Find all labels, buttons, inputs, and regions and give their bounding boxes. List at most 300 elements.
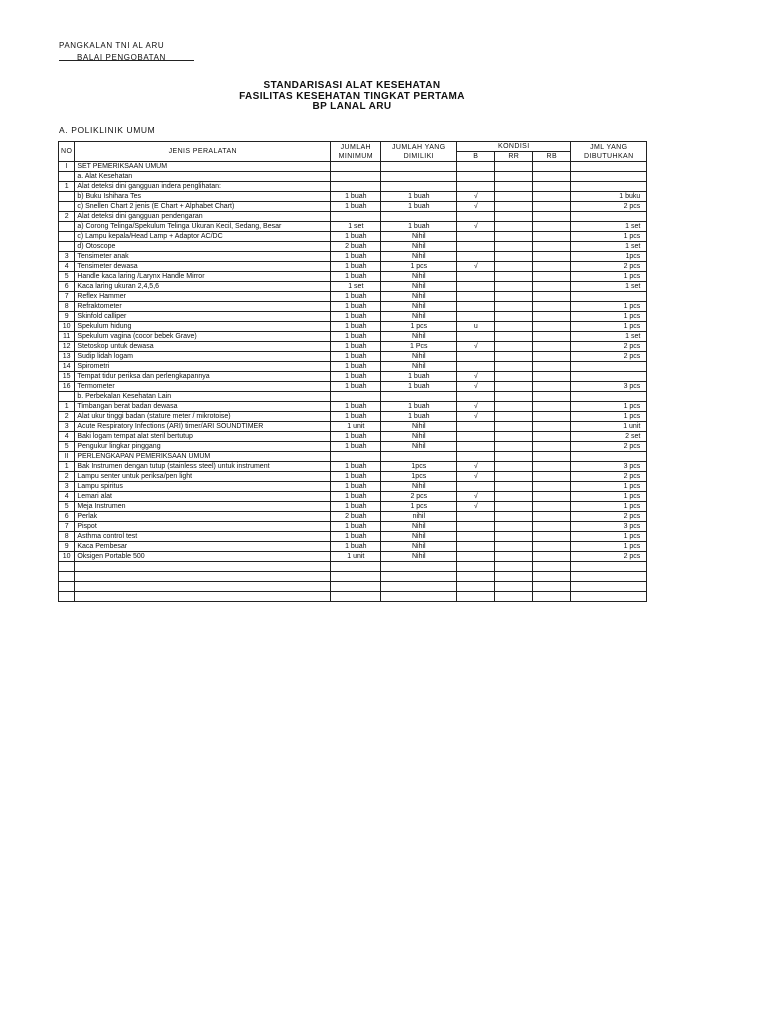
cell-rb [533,182,571,192]
cell-dibutuhkan: 1 buku [571,192,647,202]
table-row [59,402,647,412]
cell-b [457,352,495,362]
cell-dibutuhkan: 2 pcs [571,472,647,482]
table-row [59,552,647,562]
cell-no: 7 [59,292,75,302]
cell-rr [495,462,533,472]
cell-rr [495,402,533,412]
title-line-1: STANDARISASI ALAT KESEHATAN [263,80,441,91]
table-row [59,342,647,352]
cell-rb [533,282,571,292]
cell-minimum: 1 buah [331,312,381,322]
cell-no [59,582,75,592]
cell-dimiliki: 1 buah [381,402,457,412]
cell-jenis: c) Snellen Chart 2 jenis (E Chart + Alphabet Chart) [75,202,331,212]
cell-b: √ [457,492,495,502]
cell-no: 14 [59,362,75,372]
cell-rr [495,222,533,232]
cell-dibutuhkan: 1 set [571,282,647,292]
cell-no: 6 [59,512,75,522]
cell-rb [533,582,571,592]
cell-rb [533,232,571,242]
cell-dibutuhkan [571,292,647,302]
cell-rr [495,452,533,462]
table-row [59,172,647,182]
cell-no: 10 [59,552,75,562]
table-row [59,472,647,482]
cell-b [457,512,495,522]
table-row [59,542,647,552]
org-line-2: BALAI PENGOBATAN [77,53,166,62]
table-row [59,252,647,262]
cell-b: √ [457,462,495,472]
cell-rr [495,512,533,522]
cell-minimum: 1 buah [331,382,381,392]
cell-dibutuhkan: 1 pcs [571,302,647,312]
cell-dibutuhkan [571,362,647,372]
cell-dimiliki: Nihil [381,292,457,302]
cell-dibutuhkan: 1 pcs [571,322,647,332]
cell-rr [495,312,533,322]
cell-dimiliki: Nihil [381,242,457,252]
cell-dibutuhkan [571,182,647,192]
cell-jenis: Reflex Hammer [75,292,331,302]
cell-dimiliki: Nihil [381,312,457,322]
cell-dimiliki: Nihil [381,482,457,492]
cell-b [457,242,495,252]
cell-rr [495,582,533,592]
cell-rb [533,472,571,482]
cell-no: 1 [59,182,75,192]
cell-jenis: Pispot [75,522,331,532]
cell-b [457,162,495,172]
cell-rb [533,572,571,582]
cell-no: II [59,452,75,462]
cell-no: 7 [59,522,75,532]
table-row [59,182,647,192]
cell-rr [495,472,533,482]
cell-rr [495,352,533,362]
cell-minimum [331,572,381,582]
cell-dibutuhkan [571,372,647,382]
cell-rb [533,532,571,542]
cell-dibutuhkan: 1 pcs [571,492,647,502]
cell-dibutuhkan: 2 pcs [571,442,647,452]
cell-rb [533,512,571,522]
cell-rb [533,242,571,252]
cell-dibutuhkan: 2 pcs [571,262,647,272]
col-no: NO [59,142,75,162]
table-row [59,572,647,582]
cell-no: 1 [59,462,75,472]
cell-jenis: Perlak [75,512,331,522]
cell-rr [495,272,533,282]
cell-no: 8 [59,302,75,312]
cell-b [457,362,495,372]
cell-rr [495,362,533,372]
cell-minimum: 1 buah [331,462,381,472]
cell-jenis: Kaca Pembesar [75,542,331,552]
cell-minimum: 1 buah [331,292,381,302]
table-row [59,452,647,462]
cell-no: 6 [59,282,75,292]
table-row [59,232,647,242]
cell-b [457,422,495,432]
cell-no [59,562,75,572]
cell-no: 10 [59,322,75,332]
cell-minimum [331,212,381,222]
cell-minimum [331,392,381,402]
cell-b: √ [457,402,495,412]
cell-b [457,302,495,312]
cell-rb [533,412,571,422]
cell-b [457,522,495,532]
cell-rb [533,162,571,172]
cell-dimiliki: 1 buah [381,222,457,232]
org-underline [59,60,194,61]
col-jumlah-minimum [331,142,381,162]
cell-minimum: 1 buah [331,372,381,382]
cell-dibutuhkan [571,572,647,582]
cell-jenis [75,592,331,602]
cell-rr [495,382,533,392]
cell-rr [495,202,533,212]
cell-minimum: 1 buah [331,262,381,272]
cell-dibutuhkan: 1 pcs [571,232,647,242]
cell-minimum: 1 unit [331,422,381,432]
table-row [59,372,647,382]
cell-no: 15 [59,372,75,382]
cell-dimiliki: Nihil [381,522,457,532]
table-row [59,522,647,532]
cell-rr [495,322,533,332]
cell-rb [533,552,571,562]
cell-rr [495,502,533,512]
cell-rb [533,402,571,412]
cell-dibutuhkan: 1pcs [571,252,647,262]
cell-no: 2 [59,472,75,482]
title-line-3: BP LANAL ARU [312,101,392,112]
cell-dimiliki: Nihil [381,542,457,552]
cell-rb [533,462,571,472]
table-row [59,532,647,542]
table-row [59,422,647,432]
cell-minimum: 1 buah [331,432,381,442]
cell-jenis: Handle kaca laring /Larynx Handle Mirror [75,272,331,282]
cell-minimum [331,582,381,592]
cell-no: 8 [59,532,75,542]
table-row [59,462,647,472]
cell-rb [533,192,571,202]
cell-dimiliki [381,572,457,582]
table-row [59,442,647,452]
table-row [59,352,647,362]
cell-b: u [457,322,495,332]
cell-dibutuhkan: 1 set [571,222,647,232]
cell-b: √ [457,502,495,512]
table-row [59,502,647,512]
cell-rb [533,212,571,222]
cell-no: 4 [59,432,75,442]
cell-dibutuhkan: 1 pcs [571,402,647,412]
cell-rb [533,562,571,572]
cell-no: 5 [59,442,75,452]
cell-rb [533,542,571,552]
cell-no [59,392,75,402]
cell-dimiliki [381,172,457,182]
cell-no: I [59,162,75,172]
cell-rb [533,492,571,502]
cell-rb [533,252,571,262]
cell-jenis: SET PEMERIKSAAN UMUM [75,162,331,172]
cell-minimum: 1 buah [331,502,381,512]
cell-dimiliki: nihil [381,512,457,522]
cell-b [457,172,495,182]
cell-dimiliki: 1 buah [381,372,457,382]
cell-dimiliki: 2 pcs [381,492,457,502]
cell-jenis: Bak Instrumen dengan tutup (stainless steel) untuk instrument [75,462,331,472]
cell-rb [533,272,571,282]
cell-dimiliki: 1pcs [381,462,457,472]
cell-no [59,202,75,212]
cell-no [59,192,75,202]
cell-no [59,242,75,252]
cell-jenis: Lemari alat [75,492,331,502]
col-jenis: JENIS PERALATAN [75,142,331,162]
cell-no [59,572,75,582]
cell-dibutuhkan: 3 pcs [571,462,647,472]
title-line-2: FASILITAS KESEHATAN TINGKAT PERTAMA [239,90,465,102]
cell-rr [495,542,533,552]
cell-jenis: d) Otoscope [75,242,331,252]
cell-rr [495,432,533,442]
cell-no [59,222,75,232]
cell-rr [495,442,533,452]
cell-jenis: Alat deteksi dini gangguan indera penglihatan: [75,182,331,192]
section-heading: A. POLIKLINIK UMUM [59,125,156,135]
cell-jenis [75,582,331,592]
cell-rr [495,282,533,292]
cell-jenis: Kaca laring ukuran 2,4,5,6 [75,282,331,292]
cell-rb [533,172,571,182]
cell-minimum: 1 unit [331,552,381,562]
cell-dibutuhkan [571,592,647,602]
cell-minimum [331,162,381,172]
cell-minimum: 1 buah [331,492,381,502]
cell-minimum: 1 set [331,222,381,232]
equipment-table [58,141,647,602]
cell-minimum: 1 buah [331,522,381,532]
cell-rr [495,252,533,262]
cell-minimum: 1 buah [331,252,381,262]
cell-b [457,272,495,282]
cell-dibutuhkan: 1 pcs [571,542,647,552]
org-line-1: PANGKALAN TNI AL ARU [59,41,165,50]
cell-no: 2 [59,412,75,422]
table-row [59,432,647,442]
table-row [59,322,647,332]
cell-dimiliki: Nihil [381,532,457,542]
cell-dimiliki: Nihil [381,552,457,562]
cell-jenis: Acute Respiratory Infections (ARI) timer/ARI SOUNDTIMER [75,422,331,432]
cell-no [59,592,75,602]
cell-rr [495,532,533,542]
col-kondisi-b: B [457,152,495,162]
cell-b [457,552,495,562]
cell-jenis: c) Lampu kepala/Head Lamp + Adaptor AC/DC [75,232,331,242]
cell-dimiliki: Nihil [381,442,457,452]
table-row [59,562,647,572]
cell-dimiliki: Nihil [381,232,457,242]
cell-rb [533,392,571,402]
cell-dimiliki [381,582,457,592]
cell-minimum: 2 buah [331,512,381,522]
cell-jenis: Alat ukur tinggi badan (stature meter / mikrotoise) [75,412,331,422]
cell-rb [533,342,571,352]
cell-no: 4 [59,492,75,502]
cell-b [457,182,495,192]
cell-jenis: Oksigen Portable 500 [75,552,331,562]
cell-minimum: 1 buah [331,202,381,212]
cell-rr [495,212,533,222]
cell-dibutuhkan: 1 pcs [571,272,647,282]
cell-minimum: 1 buah [331,402,381,412]
cell-jenis: a. Alat Kesehatan [75,172,331,182]
cell-dibutuhkan [571,212,647,222]
cell-rr [495,182,533,192]
cell-b: √ [457,202,495,212]
col-jumlah-dimiliki-l1: JUMLAH YANG [392,143,446,151]
cell-no: 4 [59,262,75,272]
table-row [59,302,647,312]
cell-dibutuhkan [571,392,647,402]
cell-minimum: 1 buah [331,232,381,242]
table-header [59,142,647,162]
cell-rr [495,392,533,402]
cell-no: 16 [59,382,75,392]
cell-rb [533,522,571,532]
cell-rb [533,352,571,362]
cell-no: 3 [59,422,75,432]
table-row [59,582,647,592]
cell-minimum: 1 buah [331,482,381,492]
cell-jenis: Stetoskop untuk dewasa [75,342,331,352]
cell-dimiliki: 1 buah [381,382,457,392]
cell-dimiliki: 1 buah [381,412,457,422]
cell-rb [533,362,571,372]
cell-b: √ [457,472,495,482]
col-jumlah-dimiliki-l2: DIMILIKI [403,152,435,160]
cell-no: 3 [59,482,75,492]
cell-rr [495,262,533,272]
cell-no: 9 [59,312,75,322]
table-row [59,162,647,172]
table-row [59,412,647,422]
table-row [59,382,647,392]
table-row [59,482,647,492]
cell-minimum: 2 buah [331,242,381,252]
cell-dibutuhkan: 2 pcs [571,342,647,352]
cell-minimum: 1 buah [331,352,381,362]
cell-dimiliki: 1 Pcs [381,342,457,352]
cell-b [457,282,495,292]
cell-rb [533,292,571,302]
cell-jenis: Tensimeter dewasa [75,262,331,272]
table-row [59,592,647,602]
cell-rb [533,452,571,462]
cell-jenis [75,572,331,582]
table-row [59,392,647,402]
cell-minimum: 1 buah [331,272,381,282]
cell-dibutuhkan: 1 unit [571,422,647,432]
cell-b [457,432,495,442]
cell-dibutuhkan: 1 pcs [571,532,647,542]
cell-jenis: Lampu senter untuk periksa/pen light [75,472,331,482]
cell-dimiliki [381,562,457,572]
cell-jenis: Termometer [75,382,331,392]
cell-dimiliki: 1 buah [381,202,457,212]
cell-rb [533,202,571,212]
cell-jenis: Lampu spiritus [75,482,331,492]
cell-b [457,292,495,302]
cell-jenis: Skinfold calliper [75,312,331,322]
cell-rb [533,312,571,322]
cell-dibutuhkan: 2 pcs [571,552,647,562]
cell-rb [533,322,571,332]
cell-b [457,252,495,262]
cell-dimiliki: Nihil [381,272,457,282]
table-row [59,222,647,232]
cell-rr [495,482,533,492]
col-jml-dibutuhkan-l1: JML YANG [590,143,628,151]
cell-dimiliki [381,392,457,402]
table-row [59,512,647,522]
cell-rb [533,592,571,602]
cell-rr [495,412,533,422]
cell-rr [495,492,533,502]
cell-b [457,542,495,552]
cell-rb [533,302,571,312]
cell-rr [495,592,533,602]
cell-jenis: Tensimeter anak [75,252,331,262]
cell-b: √ [457,412,495,422]
cell-b [457,572,495,582]
cell-jenis: Asthma control test [75,532,331,542]
cell-dibutuhkan: 2 set [571,432,647,442]
table-row [59,292,647,302]
cell-dibutuhkan: 3 pcs [571,382,647,392]
cell-jenis: Sudip lidah logam [75,352,331,362]
cell-dibutuhkan [571,582,647,592]
cell-no: 9 [59,542,75,552]
cell-dibutuhkan: 2 pcs [571,512,647,522]
col-kondisi: KONDISI [457,142,571,152]
cell-b: √ [457,222,495,232]
table-row [59,212,647,222]
cell-dimiliki: Nihil [381,422,457,432]
cell-rr [495,242,533,252]
cell-rb [533,442,571,452]
cell-minimum: 1 buah [331,362,381,372]
cell-rr [495,422,533,432]
cell-rb [533,372,571,382]
table-row [59,192,647,202]
cell-rr [495,562,533,572]
cell-dimiliki [381,452,457,462]
cell-jenis: Alat deteksi dini gangguan pendengaran [75,212,331,222]
table-body [59,162,647,602]
cell-minimum: 1 buah [331,542,381,552]
